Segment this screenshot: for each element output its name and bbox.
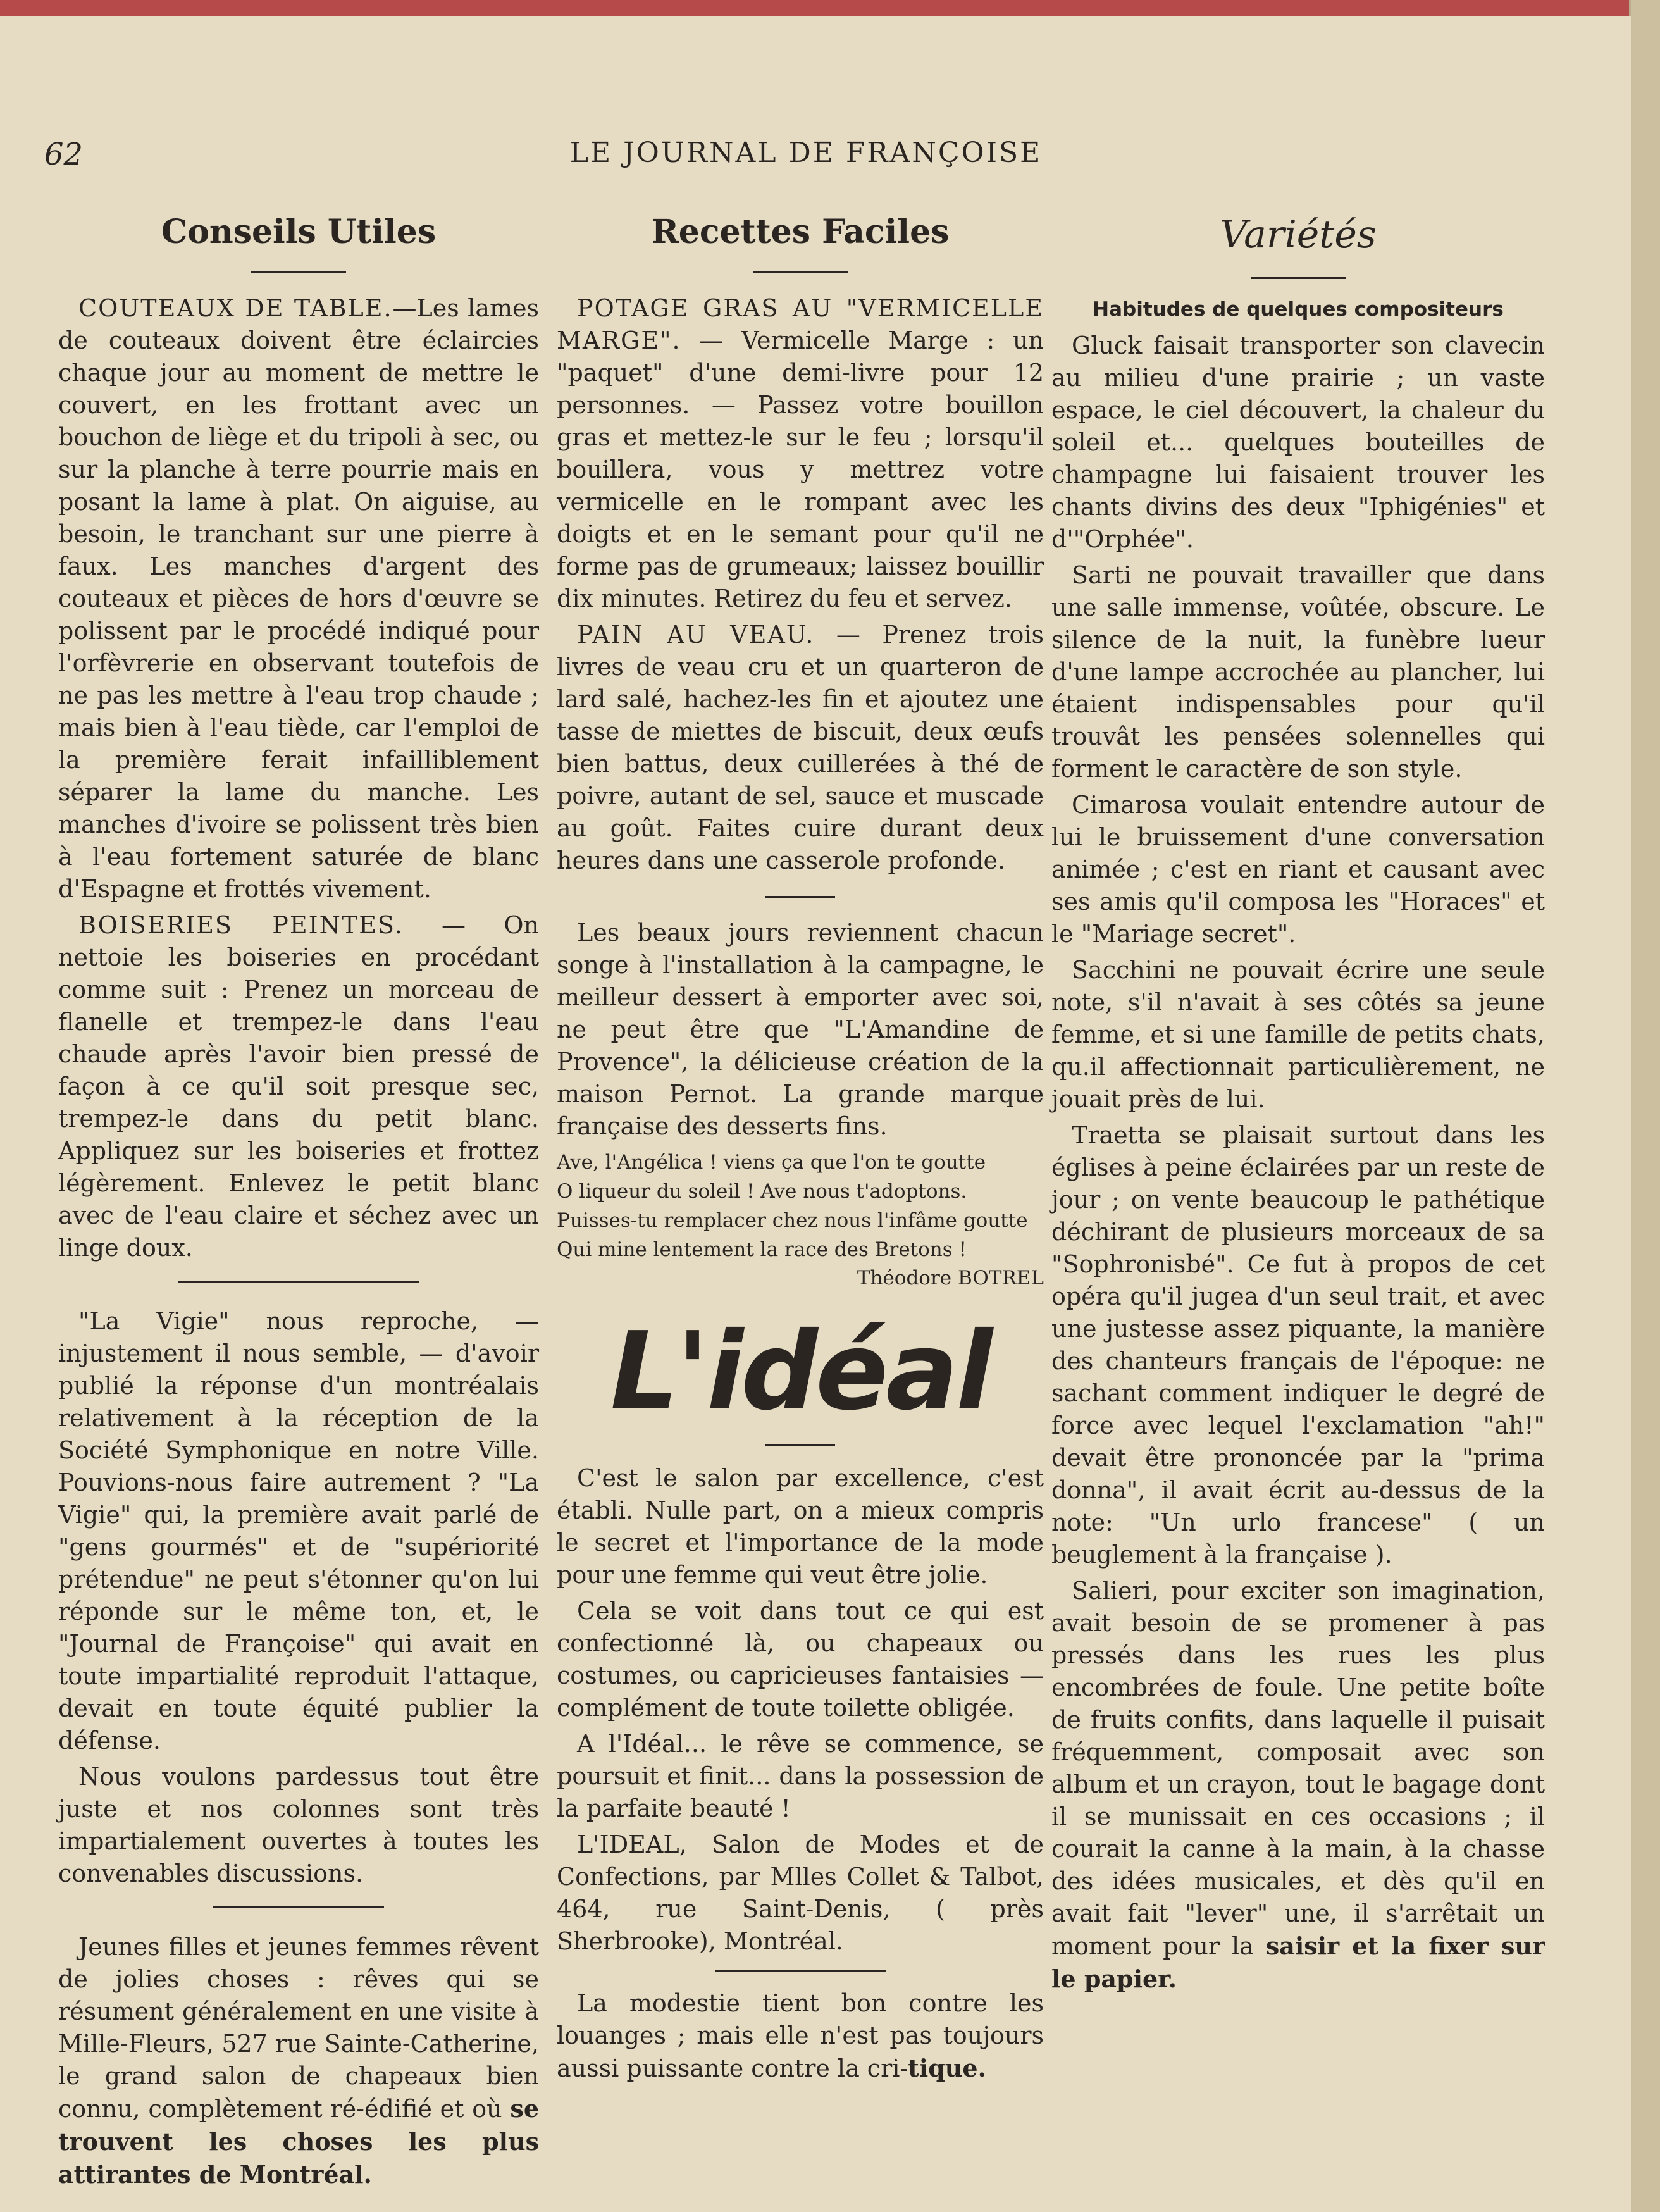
paragraph-mille-fleurs: [58, 1931, 539, 2191]
ad-bold-text: se trouvent les choses les plus attirantes de Montréal.: [58, 2094, 539, 2189]
recipe-title: POTAGE GRAS AU "VERMICELLE MARGE".: [557, 294, 1044, 354]
column-varietes: [1051, 206, 1545, 1999]
salieri-bold: saisir et la fixer sur le papier.: [1051, 1932, 1545, 1993]
divider: [765, 1444, 835, 1446]
ideal-logo: L'idéal: [610, 1309, 991, 1434]
section-title: Conseils Utiles: [161, 213, 437, 251]
journal-title: LE JOURNAL DE FRANÇOISE: [569, 137, 1043, 169]
page: [0, 16, 1631, 2212]
divider: [213, 1906, 384, 1908]
recipe-pain-au-veau: [557, 619, 1044, 877]
column-conseils-utiles: [58, 206, 539, 2195]
title-rule: [251, 271, 346, 273]
paragraph-sacchini: Sacchini ne pouvait écrire une seule note, s'il n'avait à ses côtés sa jeune femme, et si une famille de petits chats, qu.il affectionnait particulièrement, ne jouait près de lui.: [1051, 956, 1545, 1113]
paragraph-ideal-3: A l'Idéal... le rêve se commence, se poursuit et finit... dans la possession de la parfaite beauté !: [557, 1730, 1044, 1822]
paragraph-salieri: [1051, 1575, 1545, 1996]
item-text: — On nettoie les boiseries en procédant comme suit : Prenez un morceau de flanelle et trempez-le dans l'eau chaude après l'avoir bien pressé de façon à ce qu'il soit presque sec, trempez-le dans du petit blanc. Appliquez sur les boiseries et frottez légèrement. Enlevez le petit blanc avec de l'eau claire et séchez avec un linge doux.: [58, 911, 539, 1262]
verse: [557, 1148, 1044, 1264]
paragraph-modestie: [557, 1987, 1044, 2085]
maxim-text: La modestie tient bon contre les louanges ; mais elle n'est pas toujours aussi puissante contre la cri-: [557, 1989, 1044, 2082]
divider: [178, 1281, 419, 1283]
section-title: Recettes Faciles: [651, 213, 950, 251]
item-lead: COUTEAUX DE TABLE.: [78, 294, 393, 322]
verse-line: Ave, l'Angélica ! viens ça que l'on te goutte: [557, 1151, 986, 1174]
item-lead: BOISERIES PEINTES.: [78, 911, 404, 939]
verse-line: Qui mine lentement la race des Bretons !: [557, 1238, 967, 1261]
paragraph-ideal-address: L'IDEAL, Salon de Modes et de Confections, par Mlles Collet & Talbot, 464, rue Saint-Denis, ( près Sherbrooke), Montréal.: [557, 1830, 1044, 1955]
verse-author: Théodore BOTREL: [857, 1267, 1044, 1289]
paragraph-impartialite: Nous voulons pardessus tout être juste et nos colonnes sont très impartialement ouvertes à toutes les convenables discussions.: [58, 1763, 539, 1887]
paragraph-ideal-1: C'est le salon par excellence, c'est établi. Nulle part, on a mieux compris le secret et l'importance de la mode pour une femme qui veut être jolie.: [557, 1464, 1044, 1589]
paragraph-couteaux: [58, 292, 539, 905]
paragraph-cimarosa: Cimarosa voulait entendre autour de lui le bruissement d'une conversation animée ; c'est en riant et causant avec ses amis qu'il composa les "Horaces" et le "Mariage secret".: [1051, 791, 1545, 948]
recipe-title: PAIN AU VEAU.: [577, 621, 815, 649]
divider: [715, 1970, 886, 1972]
item-text: —Les lames de couteaux doivent être éclaircies chaque jour au moment de mettre le couvert, en les frottant avec un bouchon de liège et du tripoli à sec, ou sur la planche à terre pourrie mais en posant la lame à plat. On aiguise, au besoin, le tranchant sur une pierre à faux. Les manches d'argent des couteaux et pièces de hors d'œuvre se polissent par le procédé indiqué pour l'orfèvrerie en observant toutefois de ne pas les mettre à l'eau trop chaude ; mais bien à l'eau tiède, car l'emploi de la première ferait infailliblement séparer la lame du manche. Les manches d'ivoire se polissent très bien à l'eau fortement saturée de blanc d'Espagne et frottés vivement.: [58, 294, 539, 903]
recipe-text: — Prenez trois livres de veau cru et un quarteron de lard salé, hachez-les fin et ajoutez une tasse de miettes de biscuit, deux œufs bien battus, deux cuillerées à thé de poivre, autant de sel, sauce et muscade au goût. Faites cuire durant deux heures dans une casserole profonde.: [557, 621, 1044, 874]
page-number: 62: [44, 137, 84, 172]
salieri-text: Salieri, pour exciter son imagination, avait besoin de se promener à pas pressés dans les rues les plus encombrées de foule. Une petite boîte de fruits confits, dans laquelle il puisait fréquemment, composait avec son album et un crayon, tout le bagage dont il se munissait en ces occasions ; il courait la canne à la main, à la chasse des idées musicales, et dès qu'il en avait fait "lever" une, il s'arrêtait un moment pour la: [1051, 1577, 1545, 1960]
article-subtitle: Habitudes de quelques compositeurs: [1093, 298, 1504, 321]
paragraph-sarti: Sarti ne pouvait travailler que dans une salle immense, voûtée, obscure. Le silence de la nuit, la funèbre lueur d'une lampe accrochée au plancher, lui étaient indispensables pour qu'il trouvât les pensées solennelles qui forment le caractère de son style.: [1051, 561, 1545, 783]
recipe-potage: [557, 292, 1044, 615]
title-rule: [753, 271, 848, 273]
verse-line: Puisses-tu remplacer chez nous l'infâme goutte: [557, 1209, 1028, 1232]
title-rule: [1251, 277, 1346, 279]
paragraph-traetta: Traetta se plaisait surtout dans les églises à peine éclairées par un reste de jour ; on vente beaucoup le pathétique déchirant de plusieurs morceaux de sa "Sophronisbé". Ce fut à propos de cet opéra qu'il jugea d'un seul trait, et avec une justesse assez piquante, la manière des chanteurs français de l'époque: ne sachant comment indiquer le degré de force avec lequel l'exclamation "ah!" devait être prononcée par la "prima donna", il avait écrit au-dessus de la note: "Un urlo francese" ( un beuglement à la française ).: [1051, 1121, 1545, 1569]
paragraph-boiseries: [58, 909, 539, 1264]
recipe-text: — Vermicelle Marge : un "paquet" d'une demi-livre pour 12 personnes. — Passez votre bouillon gras et mettez-le sur le feu ; lorsqu'il bouillera, vous y mettrez votre vermicelle en le rompant avec les doigts et en le semant pour qu'il ne forme pas de grumeaux; laissez bouillir dix minutes. Retirez du feu et servez.: [557, 326, 1044, 612]
running-header: [44, 137, 1568, 181]
page-edge: [1629, 0, 1660, 2212]
paragraph-gluck: Gluck faisait transporter son clavecin au milieu d'une prairie ; un vaste espace, le ciel découvert, la chaleur du soleil et... quelques bouteilles de champagne lui faisaient trouver les chants divins des deux "Iphigénies" et d'"Orphée".: [1051, 332, 1545, 553]
maxim-bold: tique.: [908, 2054, 986, 2082]
top-border: [0, 0, 1660, 16]
paragraph-ideal-2: Cela se voit dans tout ce qui est confectionné là, ou chapeaux ou costumes, ou capricieuses fantaisies — complément de toute toilette obligée.: [557, 1597, 1044, 1722]
column-recettes-faciles: [557, 206, 1044, 2089]
section-title: Variétés: [1220, 213, 1377, 257]
paragraph-amandine: Les beaux jours reviennent chacun songe à l'installation à la campagne, le meilleur dessert à emporter avec soi, ne peut être que "L'Amandine de Provence", la délicieuse création de la maison Pernot. La grande marque française des desserts fins.: [557, 919, 1044, 1140]
verse-line: O liqueur du soleil ! Ave nous t'adoptons.: [557, 1180, 967, 1203]
divider: [765, 896, 835, 898]
paragraph-la-vigie: "La Vigie" nous reproche, — injustement il nous semble, — d'avoir publié la réponse d'un montréalais relativement à la réception de la Société Symphonique en notre Ville. Pouvions-nous faire autrement ? "La Vigie" qui, la première avait parlé de "gens gourmés" et de "supériorité prétendue" ne peut s'étonner qu'on lui réponde sur le même ton, et, le "Journal de Françoise" qui avait en toute impartialité reproduit l'attaque, devait en toute équité publier la défense.: [58, 1307, 539, 1755]
ad-text: Jeunes filles et jeunes femmes rêvent de jolies choses : rêves qui se résument généralement en une visite à Mille-Fleurs, 527 rue Sainte-Catherine, le grand salon de chapeaux bien connu, complètement ré-édifié et où: [58, 1933, 539, 2123]
